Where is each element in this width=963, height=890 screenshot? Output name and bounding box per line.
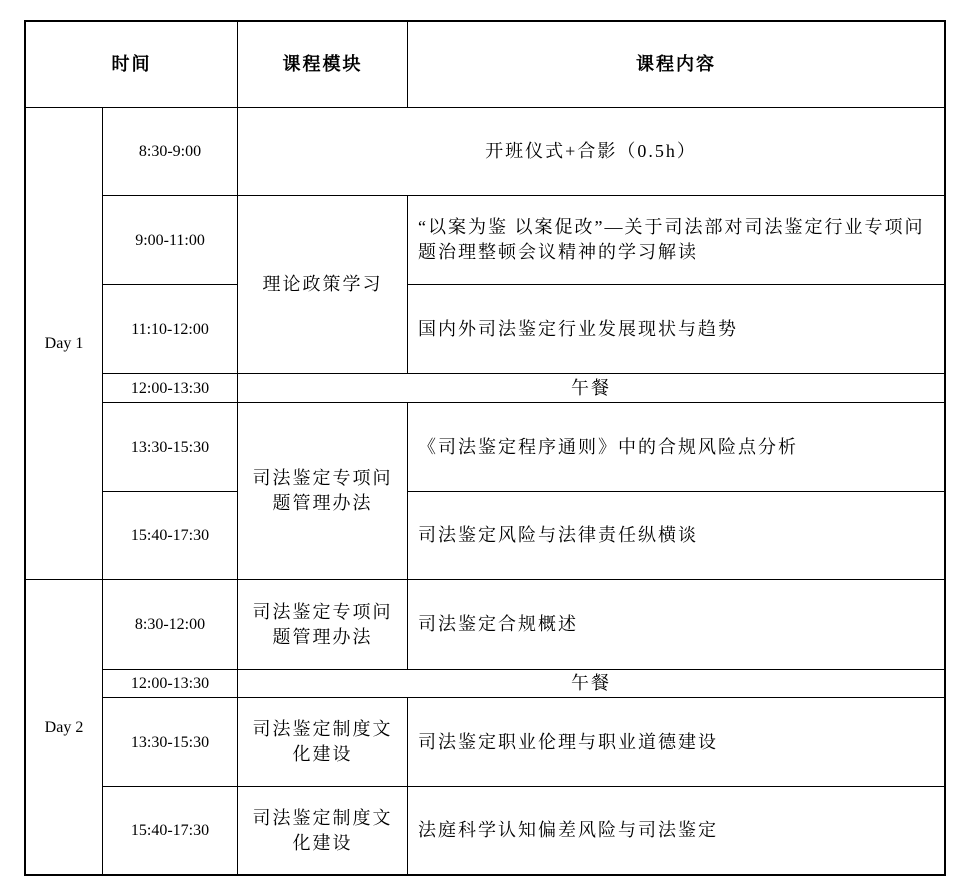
time-cell: 8:30-12:00 [103,580,238,670]
module-cell: 司法鉴定制度文化建设 [238,787,408,874]
content-cell: 司法鉴定职业伦理与职业道德建设 [408,698,944,787]
time-cell: 13:30-15:30 [103,698,238,787]
content-cell: 司法鉴定合规概述 [408,580,944,670]
day-label: Day 2 [26,580,103,874]
content-cell: 国内外司法鉴定行业发展现状与趋势 [408,285,944,374]
module-cell: 司法鉴定专项问题管理办法 [238,403,408,580]
time-cell: 15:40-17:30 [103,492,238,580]
time-cell: 15:40-17:30 [103,787,238,874]
content-cell: 司法鉴定风险与法律责任纵横谈 [408,492,944,580]
time-cell: 13:30-15:30 [103,403,238,492]
lunch-cell: 午餐 [238,670,944,698]
content-cell: “以案为鉴 以案促改”—关于司法部对司法鉴定行业专项问题治理整顿会议精神的学习解读 [408,196,944,285]
time-cell: 11:10-12:00 [103,285,238,374]
module-cell: 理论政策学习 [238,196,408,374]
header-time: 时间 [26,22,238,108]
content-cell: 《司法鉴定程序通则》中的合规风险点分析 [408,403,944,492]
header-content: 课程内容 [408,22,944,108]
module-cell: 司法鉴定制度文化建设 [238,698,408,787]
content-cell: 法庭科学认知偏差风险与司法鉴定 [418,820,718,840]
schedule-table [24,20,946,876]
day-label: Day 1 [26,108,103,580]
header-module: 课程模块 [238,22,408,108]
time-cell: 8:30-9:00 [103,108,238,196]
banner-cell: 开班仪式+合影（0.5h） [238,108,944,196]
lunch-cell: 午餐 [238,374,944,403]
time-cell: 12:00-13:30 [103,670,238,698]
time-cell: 9:00-11:00 [103,196,238,285]
time-cell: 12:00-13:30 [103,374,238,403]
module-cell: 司法鉴定专项问题管理办法 [238,580,408,670]
